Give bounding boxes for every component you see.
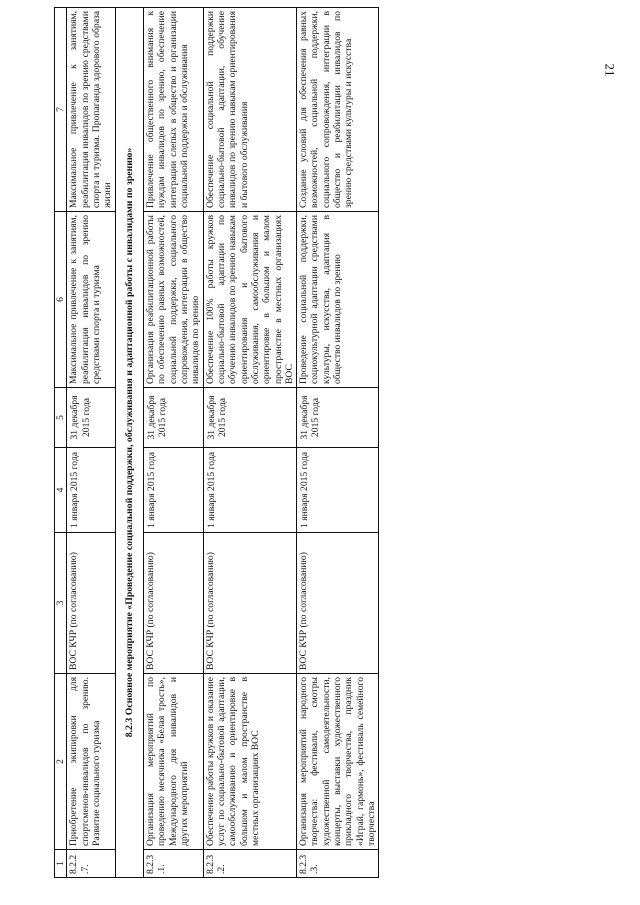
executor: ВОС КЧР (по согласованию) — [203, 533, 297, 674]
column-number: 2 — [55, 674, 67, 850]
measure-name: Обеспечение работы кружков и оказание услуг по социально-бытовой адаптации, самообслуживанию и ориентировке в большом и малом пространстве в местных организациях ВОС — [203, 674, 297, 850]
column-number: 3 — [55, 533, 67, 674]
table-row — [297, 8, 379, 878]
section-row — [115, 8, 144, 878]
executor: ВОС КЧР (по согласованию) — [297, 533, 379, 674]
column-number: 4 — [55, 448, 67, 533]
measure-name: Организация мероприятий народного творчества: фестивали, смотры художественной самодеятельности, концерты, выставки художественного прикладного творчества, праздник «Играй, гармонь», фестиваль семейного творчества — [297, 674, 379, 850]
expected-result: Организация реабилитационной работы по обеспечению равных возможностей, социальной поддержки, социального сопровождения, интеграции в общество инвалидов по зрению — [144, 212, 204, 388]
row-number: 8.2.3.2. — [203, 850, 297, 878]
start-date: 1 января 2015 года — [144, 448, 204, 533]
goal: Максимальное привлечение к занятиям, реабилитация инвалидов по зрению средствами спорта и туризма. Пропаганда здорового образа жизни — [67, 8, 115, 212]
column-number: 5 — [55, 388, 67, 448]
goal: Создание условий для обеспечения равных возможностей, социальной поддержки, социального сопровождения, интеграции в общество и реабилитации инвалидов по зрению средствами культуры и искусства — [297, 8, 379, 212]
table-body — [55, 8, 379, 878]
end-date: 31 декабря 2015 года — [297, 388, 379, 448]
expected-result: Проведение социальной поддержки, социокультурной адаптации средствами культуры, искусства, адаптация в общество инвалидов по зрению — [297, 212, 379, 388]
column-number: 6 — [55, 212, 67, 388]
table-row — [144, 8, 204, 878]
executor: ВОС КЧР (по согласованию) — [144, 533, 204, 674]
start-date: 1 января 2015 года — [297, 448, 379, 533]
row-number: 8.2.3.3. — [297, 850, 379, 878]
row-number: 8.2.2.7. — [67, 850, 115, 878]
row-number: 8.2.3.1. — [144, 850, 204, 878]
end-date: 31 декабря 2015 года — [67, 388, 115, 448]
rotated-page-content — [54, 8, 640, 878]
column-number-row — [55, 8, 67, 878]
section-title: 8.2.3 Основное мероприятие «Проведение социальной поддержки, обслуживания и адаптационной работы с инвалидами по зрению» — [115, 8, 144, 878]
column-number: 7 — [55, 8, 67, 212]
executor: ВОС КЧР (по согласованию) — [67, 533, 115, 674]
goal: Привлечение общественного внимания к нуждам инвалидов по зрению, обеспечение интеграции слепых в общество и организации социальной поддержки и обслуживания — [144, 8, 204, 212]
page-number: 21 — [602, 63, 618, 77]
table-row — [203, 8, 297, 878]
goal: Обеспечение социальной поддержки социально-бытовой адаптации, обучение инвалидов по зрению навыкам ориентирования и бытового обслуживания — [203, 8, 297, 212]
table-row — [67, 8, 115, 878]
expected-result: Обеспечение 100% работы кружков социально-бытовой адаптации по обучению инвалидов по зрению навыкам ориентирования и бытового обслуживания, самообслуживания и ориентировке в большом и малом пространстве в местных организациях ВОС — [203, 212, 297, 388]
end-date: 31 декабря 2015 года — [203, 388, 297, 448]
start-date: 1 января 2015 года — [203, 448, 297, 533]
measures-table — [54, 7, 379, 878]
end-date: 31 декабря 2015 года — [144, 388, 204, 448]
start-date: 1 января 2015 года — [67, 448, 115, 533]
column-number: 1 — [55, 850, 67, 878]
measure-name: Приобретение экипировки для спортсменов-инвалидов по зрению. Развитие социального туризма — [67, 674, 115, 850]
measure-name: Организация мероприятий по проведению месячника «Белая трость», Международного дня инвалидов и других мероприятий — [144, 674, 204, 850]
expected-result: Максимальное привлечение к занятиям, реабилитация инвалидов по зрению средствами спорта и туризма — [67, 212, 115, 388]
